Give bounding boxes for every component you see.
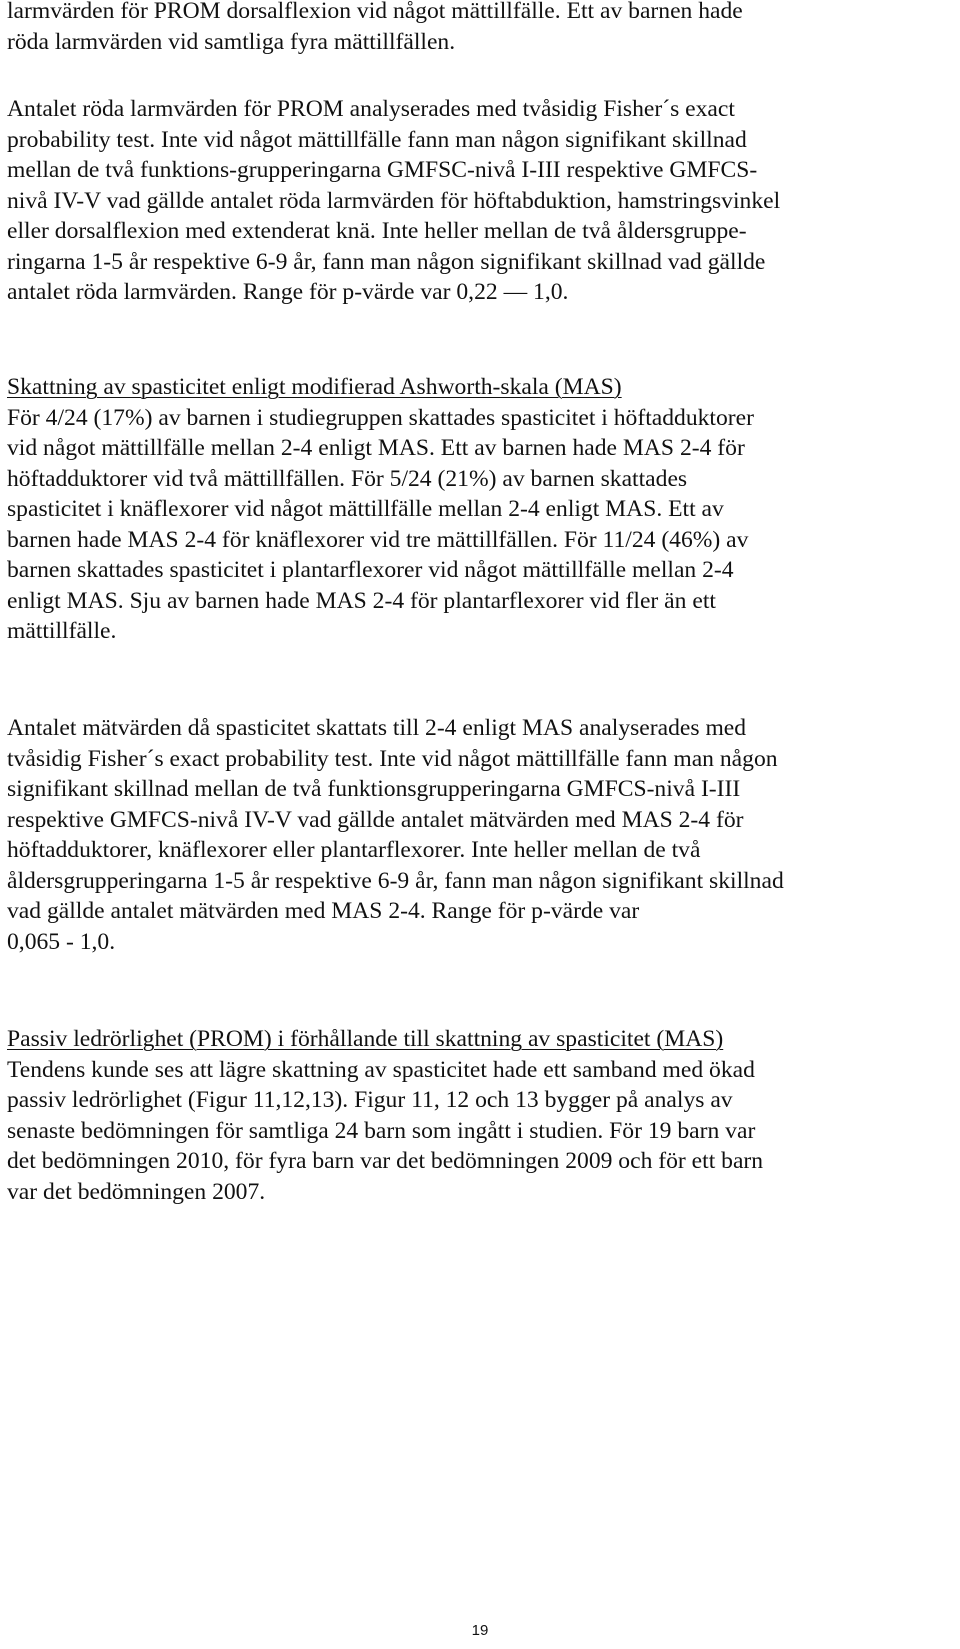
text-line: mättillfälle. — [7, 618, 117, 644]
text-line: åldersgrupperingarna 1-5 år respektive 6-9 år, fann man någon signifikant skillnad — [7, 867, 784, 894]
text-line: höftadduktorer, knäflexorer eller plantarflexorer. Inte heller mellan de två — [7, 837, 701, 863]
page-number: 19 — [471, 1622, 489, 1639]
section-prom-vs-mas — [7, 1024, 953, 1207]
text-line: För 4/24 (17%) av barnen i studiegruppen skattades spasticitet i höftadduktorer — [7, 404, 754, 431]
text-line: vid något mättillfälle mellan 2-4 enligt MAS. Ett av barnen hade MAS 2-4 för — [7, 435, 745, 461]
text-line: nivå IV-V vad gällde antalet röda larmvärden för höftabduktion, hamstringsvinkel — [7, 187, 781, 214]
text-line: senaste bedömningen för samtliga 24 barn som ingått i studien. För 19 barn var — [7, 1117, 756, 1144]
text-line: passiv ledrörlighet (Figur 11,12,13). Figur 11, 12 och 13 bygger på analys av — [7, 1087, 733, 1113]
paragraph-prom-fisher-analysis — [7, 94, 953, 308]
text-line: barnen hade MAS 2-4 för knäflexorer vid tre mättillfällen. För 11/24 (46%) av — [7, 526, 749, 553]
paragraph-prom-dorsalflexion-end — [7, 0, 953, 57]
text-line: höftadduktorer vid två mättillfällen. För 5/24 (21%) av barnen skattades — [7, 465, 688, 492]
text-line: Tendens kunde ses att lägre skattning av spasticitet hade ett samband med ökad — [7, 1056, 755, 1083]
text-line: spasticitet i knäflexorer vid något mättillfälle mellan 2-4 enligt MAS. Ett av — [7, 496, 724, 522]
text-line: signifikant skillnad mellan de två funktionsgrupperingarna GMFCS-nivå I-III — [7, 776, 741, 802]
text-line: Antalet röda larmvärden för PROM analyserades med tvåsidig Fisher´s exact — [7, 96, 735, 122]
section-heading-mas: Skattning av spasticitet enligt modifierad Ashworth-skala (MAS) — [7, 374, 622, 400]
text-line: det bedömningen 2010, för fyra barn var det bedömningen 2009 och för ett barn — [7, 1148, 764, 1174]
text-line: tvåsidig Fisher´s exact probability test. Inte vid något mättillfälle fann man någon — [7, 745, 778, 772]
text-line: Antalet mätvärden då spasticitet skattats till 2-4 enligt MAS analyserades med — [7, 715, 747, 741]
text-line: ringarna 1-5 år respektive 6-9 år, fann man någon signifikant skillnad vad gällde — [7, 248, 766, 275]
text-line: var det bedömningen 2007. — [7, 1178, 266, 1205]
section-mas — [7, 372, 953, 647]
text-line: vad gällde antalet mätvärden med MAS 2-4. Range för p-värde var — [7, 898, 640, 924]
text-line: antalet röda larmvärden. Range för p-värde var 0,22 — 1,0. — [7, 279, 569, 305]
text-line: barnen skattades spasticitet i plantarflexorer vid något mättillfälle mellan 2-4 — [7, 557, 734, 583]
text-line: röda larmvärden vid samtliga fyra mättillfällen. — [7, 28, 456, 55]
text-line: mellan de två funktions-grupperingarna GMFSC-nivå I-III respektive GMFCS- — [7, 157, 758, 183]
text-line: 0,065 - 1,0. — [7, 928, 116, 955]
text-line: larmvärden för PROM dorsalflexion vid något mättillfälle. Ett av barnen hade — [7, 0, 743, 24]
text-line: eller dorsalflexion med extenderat knä. Inte heller mellan de två åldersgruppe- — [7, 218, 747, 244]
section-heading-prom-vs-mas: Passiv ledrörlighet (PROM) i förhållande till skattning av spasticitet (MAS) — [7, 1026, 724, 1052]
text-line: enligt MAS. Sju av barnen hade MAS 2-4 för plantarflexorer vid fler än ett — [7, 587, 716, 614]
text-line: probability test. Inte vid något mättillfälle fann man någon signifikant skillnad — [7, 126, 747, 153]
paragraph-mas-fisher-analysis — [7, 713, 953, 957]
text-line: respektive GMFCS-nivå IV-V vad gällde antalet mätvärden med MAS 2-4 för — [7, 806, 744, 833]
